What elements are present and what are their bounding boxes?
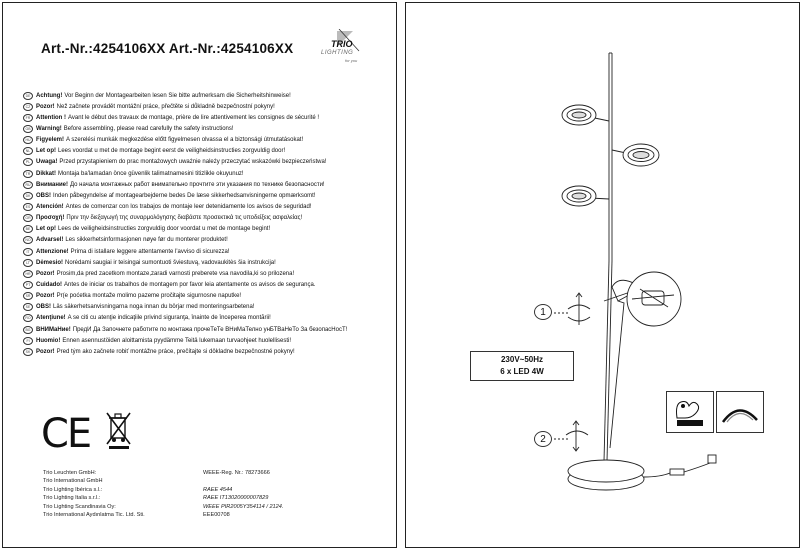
dimming-arc-icon — [716, 391, 764, 433]
warning-text: Läs säkerhetsanvisningarna noga innan du börjar med monteringsarbetena! — [53, 304, 255, 311]
warning-text: До начала монтажных работ внимательно прочтите эти указания по технике безопасности! — [70, 181, 325, 188]
warning-text: A se citi cu atenţie indicaţiile privind siguranţa, înainte de începerea montării! — [67, 315, 271, 322]
spec-voltage: 230V~50Hz — [500, 355, 544, 364]
country-code-badge: ES — [23, 203, 33, 211]
spec-led: 6 x LED 4W — [500, 367, 544, 376]
warning-heading: ВНИМаНие! — [36, 326, 71, 333]
country-code-badge: RU — [23, 181, 33, 189]
warning-heading: Cuidado! — [36, 281, 62, 288]
country-code-badge: HU — [23, 136, 33, 144]
country-code-badge: DK — [23, 192, 33, 200]
warning-heading: Achtung! — [36, 92, 63, 99]
warning-row — [23, 201, 393, 212]
country-code-badge: SR — [23, 292, 33, 300]
warning-row — [23, 190, 393, 201]
registration-line: WEEE PIR2005Y354114 / 2124. — [203, 503, 284, 510]
warning-text: Pred tým ako začnete robiť montážne práce, prečítajte si dôkladne bezpečnostné pokyny! — [56, 348, 295, 355]
address-line: Trio Lighting Italia s.r.l.: — [43, 495, 101, 502]
country-code-badge: FR — [23, 114, 33, 122]
warning-heading: Pozor! — [36, 270, 55, 277]
country-code-badge: BG — [23, 326, 33, 334]
logo-brand: TRIO — [331, 39, 353, 49]
warning-row — [23, 123, 393, 134]
address-line: Trio Lighting Ibérica s.l.: — [43, 486, 103, 493]
warning-row — [23, 157, 393, 168]
warning-text: Lees de veiligheidsinstructies zorgvuldig door voordat u met de montage begint! — [58, 226, 271, 233]
weee-bin-icon — [106, 410, 132, 450]
warning-row — [23, 179, 393, 190]
ce-mark: CE — [41, 411, 91, 457]
country-code-badge: PT — [23, 281, 33, 289]
left-page — [2, 2, 397, 548]
address-line: Trio International Aydınlatma Tic. Ltd. Sti. — [43, 512, 145, 519]
warning-row — [23, 313, 393, 324]
address-line: Trio Lighting Scandinavia Oy: — [43, 503, 116, 510]
floor-lamp-diagram — [406, 3, 801, 549]
warning-text: Prima di istallare leggere attentamente l'avviso di sicurezza! — [70, 248, 230, 255]
registration-line: EEE00708 — [203, 512, 230, 519]
warning-heading: Dėmesio! — [36, 259, 64, 266]
logo-sub: LIGHTING — [321, 50, 354, 56]
warning-text: Montaja ba'lamadan önce güvenlik talimatnamesini titizlikle okuyunuz! — [58, 170, 244, 177]
country-code-badge: HR — [23, 270, 33, 278]
registration-line — [203, 477, 283, 485]
right-page — [405, 2, 800, 548]
warning-heading: Attention ! — [36, 114, 66, 121]
warning-heading: Let op! — [36, 226, 56, 233]
warning-heading: Внимание! — [36, 181, 68, 188]
warning-row — [23, 324, 393, 335]
warning-heading: OBS! — [36, 192, 51, 199]
warning-row — [23, 335, 393, 346]
warning-text: Les sikkerhetsinformasjonen nøye før du monterer produktet! — [65, 237, 228, 244]
warning-text: Norėdami saugiai ir teisingai sumontuoti šviestuvą, vadovaukitės šia instrukcija! — [65, 259, 276, 266]
warning-row — [23, 112, 393, 123]
warning-text: Antes de comenzar con los trabajos de montaje leer detenidamente los avisos de seguridad! — [65, 203, 312, 210]
warning-text: Lees voordat u met de montage begint eerst de veiligheidsinstructies zorgvuldig door! — [58, 148, 286, 155]
warning-text: Ennen asennustöiden aloittamista pyydämme Teitä lukemaan turvaohjeet huolellisesti! — [62, 337, 292, 344]
country-code-badge: TR — [23, 170, 33, 178]
country-code-badge: DE — [23, 92, 33, 100]
warning-row — [23, 101, 393, 112]
registration-line: WEEE-Reg. Nr.: 78273666 — [203, 470, 270, 476]
warning-heading: Huomio! — [36, 337, 61, 344]
registration-line: RAEE 4544 — [203, 486, 233, 493]
country-code-badge: NO — [23, 236, 33, 244]
warning-heading: Pozor! — [36, 293, 55, 300]
country-code-badge: IT — [23, 248, 33, 256]
warning-text: Antes de iniciar os trabalhos de montagem por favor leia atentamente os avisos de segurança. — [64, 281, 316, 288]
warning-text: Before assembling, please read carefully the safety instructions! — [63, 125, 234, 132]
trio-logo — [309, 29, 369, 69]
warning-row — [23, 291, 393, 302]
logo-sub2: for you — [345, 58, 358, 63]
warning-heading: OBS! — [36, 304, 51, 311]
country-code-badge: SE — [23, 303, 33, 311]
warning-heading: Προσοχή! — [36, 215, 65, 222]
country-code-badge: CZ — [23, 103, 33, 111]
country-code-badge: SK — [23, 348, 33, 356]
warning-text: Pr(e poćetka montaže molimo pazeme pročitajte sigurnosne naputke! — [56, 293, 242, 300]
country-code-badge: GR — [23, 214, 33, 222]
country-code-badge: LT — [23, 259, 33, 267]
country-code-badge: RO — [23, 314, 33, 322]
warning-heading: Uwaga! — [36, 159, 58, 166]
warning-heading: Atención! — [36, 203, 64, 210]
warning-row — [23, 257, 393, 268]
registration-list — [203, 469, 283, 519]
warning-row — [23, 90, 393, 101]
warning-row — [23, 168, 393, 179]
step-1-marker: 1 — [534, 304, 552, 320]
country-code-badge: PL — [23, 158, 33, 166]
country-code-badge: FI — [23, 337, 33, 345]
warning-row — [23, 224, 393, 235]
warning-text: Než začnete provádět montážní práce, přečtěte si důkladně bezpečnostní pokyny! — [56, 103, 275, 110]
spec-box — [470, 351, 574, 381]
warning-row — [23, 302, 393, 313]
warning-row — [23, 213, 393, 224]
warning-heading: Pozor! — [36, 103, 55, 110]
warning-row — [23, 235, 393, 246]
warning-text: Πριν την διεξαγωγή της συναρμολόγησης διαβάστε προσεκτικά τις υποδείξεις ασφαλείας! — [66, 215, 303, 222]
country-code-badge: BE — [23, 225, 33, 233]
warning-heading: Attenzione! — [36, 248, 69, 255]
registration-line: RAEE IT13020000007829 — [203, 495, 269, 502]
warning-row — [23, 135, 393, 146]
touch-dimmer-icon — [666, 391, 714, 433]
country-code-badge: NL — [23, 147, 33, 155]
warning-row — [23, 268, 393, 279]
address-list — [43, 469, 145, 519]
step-2-marker: 2 — [534, 431, 552, 447]
address-line: Trio International GmbH — [43, 478, 103, 485]
warning-text: ПредИ Да Започнете работите по монтажа прочеТеТе ВНиМаТелно унБТВаНеТо За безопасНосТ! — [72, 326, 348, 333]
warning-heading: Dikkat! — [36, 170, 57, 177]
warning-heading: Let op! — [36, 148, 56, 155]
warning-text: Przed przystąpieniem do prac montażowych uważnie należy przeczytać wskazówki bezpieczeństwa! — [59, 159, 327, 166]
warning-row — [23, 246, 393, 257]
warning-row — [23, 146, 393, 157]
warning-row — [23, 346, 393, 357]
article-number-title: Art.-Nr.:4254106XX Art.-Nr.:4254106XX — [41, 41, 294, 56]
warning-heading: Atenţiune! — [36, 315, 66, 322]
warning-text: Avant le début des travaux de montage, prière de lire attentivement les consignes de sécurité ! — [68, 114, 320, 121]
warning-heading: Warning! — [36, 125, 62, 132]
warning-heading: Figyelem! — [36, 137, 65, 144]
warning-text: Prosim,da pred zacetkom montaze,zaradi varnosti preberete vsa navodila,ki so prilozena! — [56, 270, 295, 277]
warning-heading: Advarsel! — [36, 237, 64, 244]
warning-heading: Pozor! — [36, 348, 55, 355]
address-line: Trio Leuchten GmbH: — [43, 470, 97, 476]
warning-text: Vor Beginn der Montagearbeiten lesen Sie bitte aufmerksam die Sicherheitshinweise! — [64, 92, 291, 99]
warning-row — [23, 279, 393, 290]
warning-text: A szerelési munkák megkezdése előtt figyelmesen olvassa el a biztonsági útmutatásokat! — [66, 137, 304, 144]
country-code-badge: GB — [23, 125, 33, 133]
safety-warnings-list — [23, 90, 393, 357]
warning-text: Inden påbegyndelse af montagearbejderne bedes De læse sikkerhedsanvisningerne opmærksomt! — [53, 192, 316, 199]
